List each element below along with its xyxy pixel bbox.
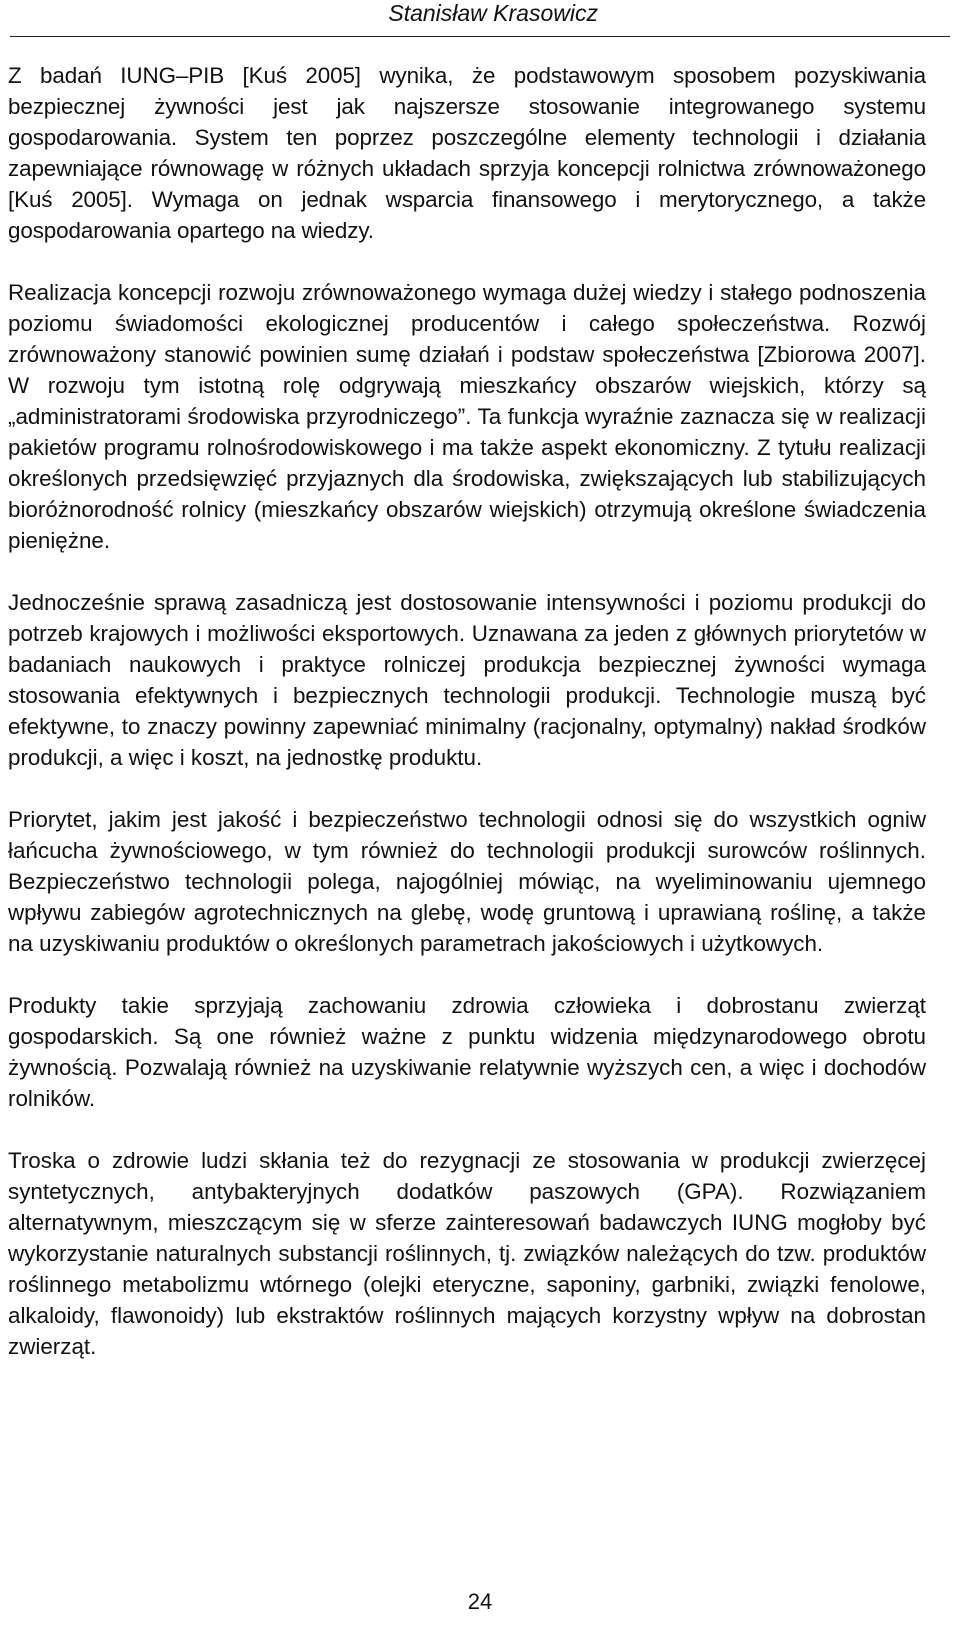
paragraph-1: Z badań IUNG–PIB [Kuś 2005] wynika, że podstawowym sposobem pozyskiwania bezpiecznej żywności jest jak najszersze stosowanie integrowanego systemu gospodarowania. System ten poprzez poszczególne elementy technologii i działania zapewniające równowagę w różnych układach sprzyja koncepcji rolnictwa zrównoważonego [Kuś 2005]. Wymaga on jednak wsparcia finansowego i merytorycznego, a także gospodarowania opartego na wiedzy. xyxy=(8,63,926,243)
paragraph-3: Jednocześnie sprawą zasadniczą jest dostosowanie intensywności i poziomu produkcji do potrzeb krajowych i możliwości eksportowych. Uznawana za jeden z głównych priorytetów w badaniach naukowych i praktyce rolniczej produkcja bezpiecznej żywności wymaga stosowania efektywnych i bezpiecznych technologii produkcji. Technologie muszą być efektywne, to znaczy powinny zapewniać minimalny (racjonalny, optymalny) nakład środków produkcji, a więc i koszt, na jednostkę produktu. xyxy=(8,590,926,770)
paragraph-4: Priorytet, jakim jest jakość i bezpieczeństwo technologii odnosi się do wszystkich ogniw łańcucha żywnościowego, w tym również do technologii produkcji surowców roślinnych. Bezpieczeństwo technologii polega, najogólniej mówiąc, na wyeliminowaniu ujemnego wpływu zabiegów agrotechnicznych na glebę, wodę gruntową i uprawianą roślinę, a także na uzyskiwaniu produktów o określonych parametrach jakościowych i użytkowych. xyxy=(8,807,926,956)
paragraph-2: Realizacja koncepcji rozwoju zrównoważonego wymaga dużej wiedzy i stałego podnoszenia poziomu świadomości ekologicznej producentów i całego społeczeństwa. Rozwój zrównoważony stanowić powinien sumę działań i podstaw społeczeństwa [Zbiorowa 2007]. W rozwoju tym istotną rolę odgrywają mieszkańcy obszarów wiejskich, którzy są „administratorami środowiska przyrodniczego”. Ta funkcja wyraźnie zaznacza się w realizacji pakietów programu rolnośrodowiskowego i ma także aspekt ekonomiczny. Z tytułu realizacji określonych przedsięwzięć przyjaznych dla środowiska, zwiększających lub stabilizujących bioróżnorodność rolnicy (mieszkańcy obszarów wiejskich) otrzymują określone świadczenia pieniężne. xyxy=(8,280,926,553)
running-header xyxy=(10,0,950,37)
page-number: 24 xyxy=(467,1589,493,1614)
paragraph-6: Troska o zdrowie ludzi skłania też do rezygnacji ze stosowania w produkcji zwierzęcej syntetycznych, antybakteryjnych dodatków paszowych (GPA). Rozwiązaniem alternatywnym, mieszczącym się w sferze zainteresowań badawczych IUNG mogłoby być wykorzystanie naturalnych substancji roślinnych, tj. związków należących do tzw. produktów roślinnego metabolizmu wtórnego (olejki eteryczne, saponiny, garbniki, związki fenolowe, alkaloidy, flawonoidy) lub ekstraktów roślinnych mających korzystny wpływ na dobrostan zwierząt. xyxy=(8,1148,926,1359)
header-author: Stanisław Krasowicz xyxy=(388,0,598,26)
body-text xyxy=(8,60,926,1393)
paragraph-5: Produkty takie sprzyjają zachowaniu zdrowia człowieka i dobrostanu zwierząt gospodarskich. Są one również ważne z punktu widzenia międzynarodowego obrotu żywnością. Pozwalają również na uzyskiwanie relatywnie wyższych cen, a więc i dochodów rolników. xyxy=(8,993,926,1111)
